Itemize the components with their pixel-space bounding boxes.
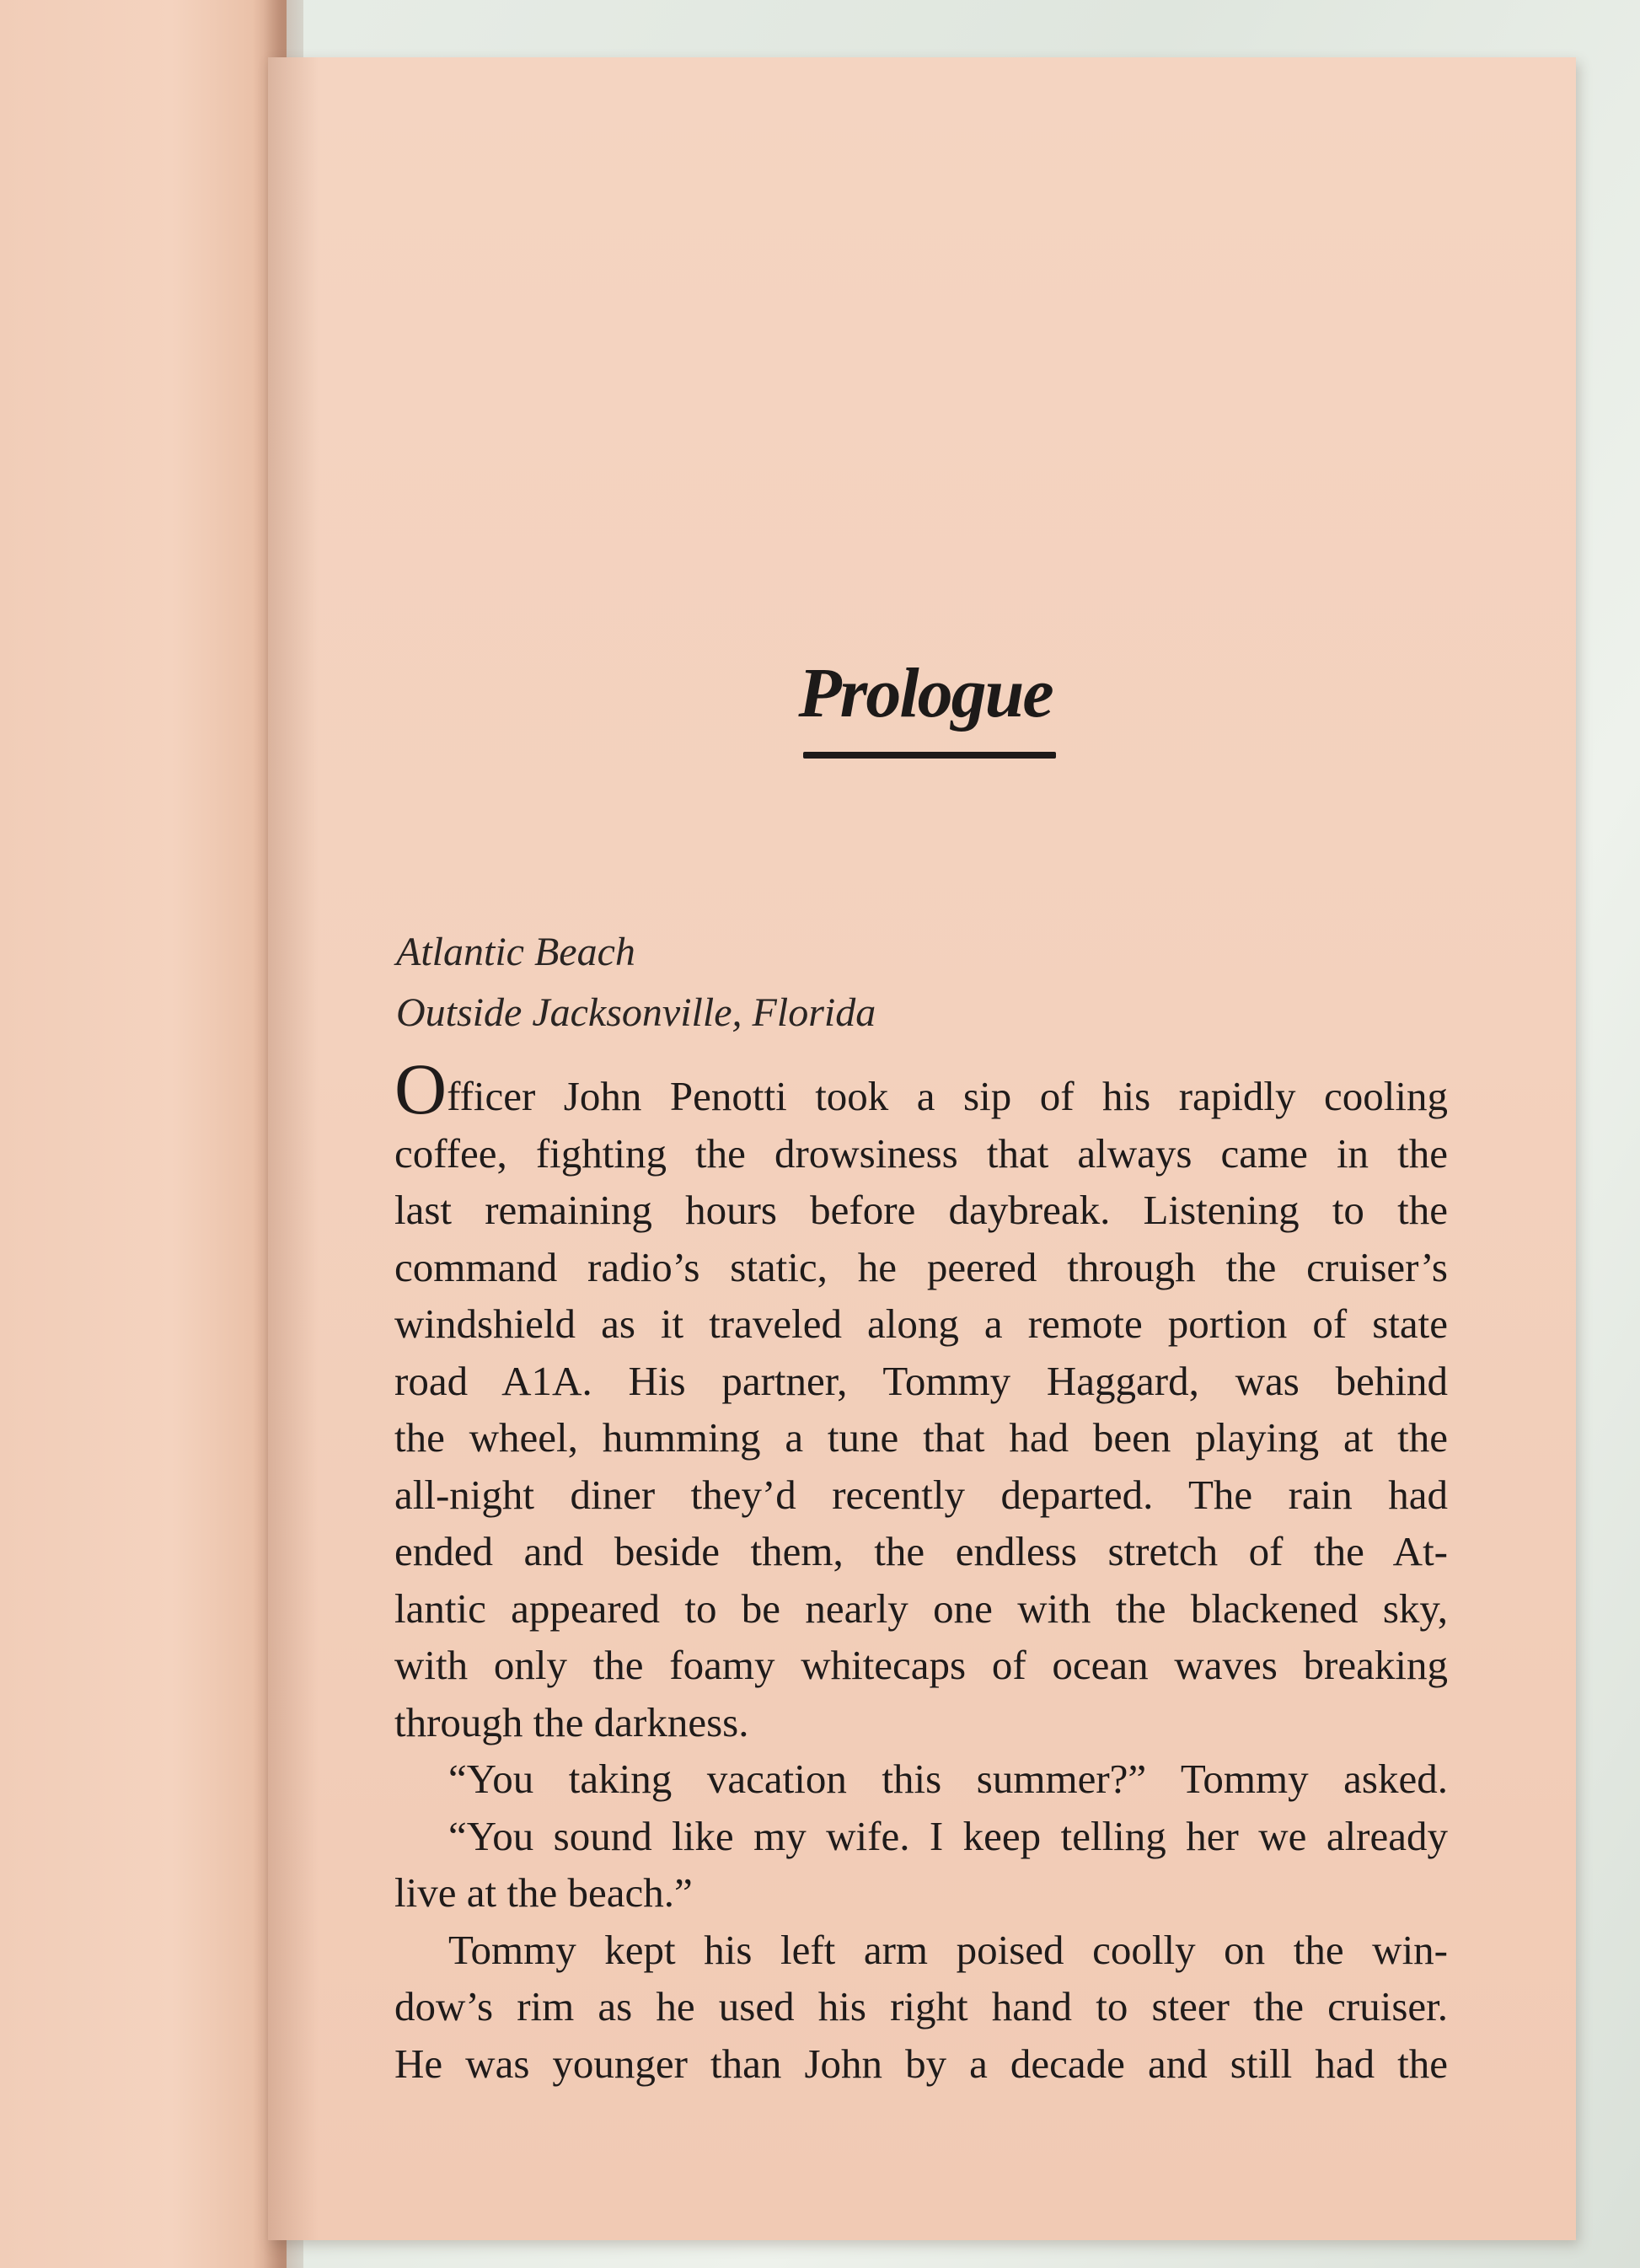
text-line: ended and beside them, the endless stretch of the At- <box>394 1528 1448 1574</box>
book-page <box>268 57 1576 2240</box>
text-line: dow’s rim as he used his right hand to steer the cruiser. <box>394 1983 1448 2029</box>
text-line: “You taking vacation this summer?” Tommy asked. <box>448 1756 1448 1802</box>
left-page <box>0 0 287 2268</box>
text-line: coffee, fighting the drowsiness that always came in the <box>394 1129 1448 1177</box>
text-line: with only the foamy whitecaps of ocean waves breaking <box>394 1642 1448 1688</box>
text-line: windshield as it traveled along a remote portion of state <box>394 1300 1448 1347</box>
text-line: through the darkness. <box>394 1698 749 1745</box>
text-line: last remaining hours before daybreak. Listening to the <box>394 1187 1448 1233</box>
text-line: road A1A. His partner, Tommy Haggard, was behind <box>394 1357 1448 1404</box>
text-line: lantic appeared to be nearly one with the blackened sky, <box>394 1584 1448 1632</box>
page-shadow <box>268 57 319 2240</box>
text-line: live at the beach.” <box>394 1869 693 1916</box>
chapter-heading: Prologue <box>798 654 1053 732</box>
body-text <box>394 1048 1448 2092</box>
text-line: all-night diner they’d recently departed. The rain had <box>394 1471 1448 1518</box>
text-line-content: fficer John Penotti took a sip of his rapidly cooling <box>447 1073 1448 1119</box>
text-line: the wheel, humming a tune that had been playing at the <box>394 1414 1448 1461</box>
text-line: command radio’s static, he peered through the cruiser’s <box>394 1243 1448 1290</box>
text-line: Tommy kept his left arm poised coolly on the win- <box>448 1926 1448 1973</box>
text-line: He was younger than John by a decade and still had the <box>394 2040 1448 2087</box>
text-line <box>394 1048 1448 1129</box>
location-line: Outside Jacksonville, Florida <box>396 990 876 1035</box>
drop-cap: O <box>394 1048 448 1129</box>
text-line: “You sound like my wife. I keep telling her we already <box>448 1812 1448 1859</box>
location-line: Atlantic Beach <box>396 930 635 974</box>
location-text <box>396 922 876 1043</box>
heading-underline <box>803 752 1056 759</box>
